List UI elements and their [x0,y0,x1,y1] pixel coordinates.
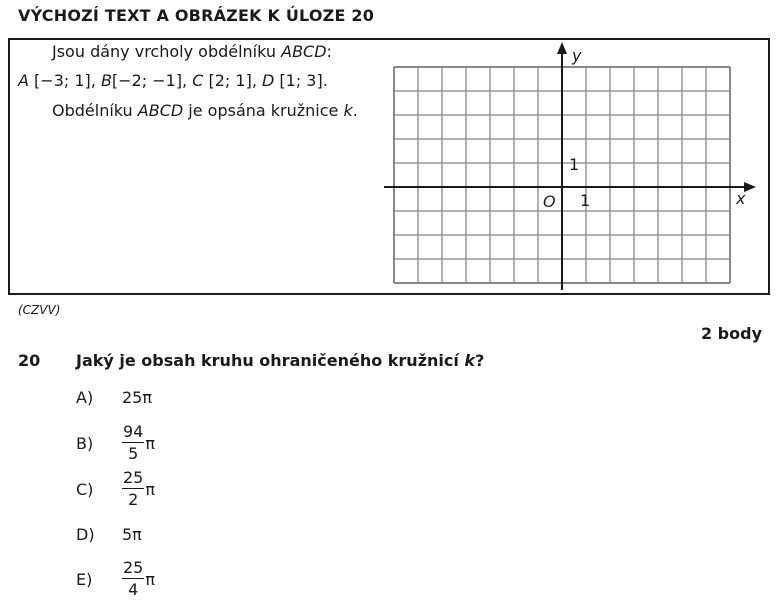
vertex-c-label: C [192,71,204,90]
option-d-label[interactable]: D) [76,525,95,544]
option-a-label[interactable]: A) [76,388,94,407]
origin-label: O [543,192,556,211]
option-e-value: $\frac{25}{4}$ π [123,558,155,599]
question-text: Jaký je obsah kruhu ohraničeného kružnicí k? [76,351,485,370]
option-e-fraction: $\frac{25}{4}$ [123,558,144,599]
section-heading: VÝCHOZÍ TEXT A OBRÁZEK K ÚLOZE 20 [18,6,375,25]
points-value: 2 body [700,324,762,343]
option-e-label[interactable]: E) [76,570,93,589]
y-axis-arrow [557,42,567,54]
source-note: (CZVV) [18,303,61,317]
y-axis-label: y [572,46,582,65]
y-tick-label: 1 [569,155,580,174]
intro-line-3: Obdélníku ABCD je opsána kružnice k. [52,101,358,120]
vertex-b-label: B [100,71,112,90]
option-d-value: 5π [122,525,142,544]
option-c-fraction: $\frac{25}{2}$ [123,468,144,509]
option-a-value: 25π [122,388,152,407]
option-b-fraction: $\frac{94}{5}$ [123,422,144,463]
intro-line-1: Jsou dány vrcholy obdélníku ABCD: [52,42,332,61]
coordinate-grid [0,0,780,300]
vertex-a-label: A [18,71,29,90]
option-b-label[interactable]: B) [76,434,94,453]
option-c-label[interactable]: C) [76,480,94,499]
x-axis-arrow [744,182,756,192]
option-b-value: $\frac{94}{5}$ π [123,422,155,463]
x-tick-label: 1 [580,191,591,210]
x-axis-label: x [736,189,746,208]
vertex-d-label: D [261,71,275,90]
intro-line-2-vertices: A [−3; 1], B[−2; −1], C [2; 1], D [1; 3]. [18,71,328,90]
option-c-value: $\frac{25}{2}$ π [123,468,155,509]
question-number: 20 [18,351,41,370]
